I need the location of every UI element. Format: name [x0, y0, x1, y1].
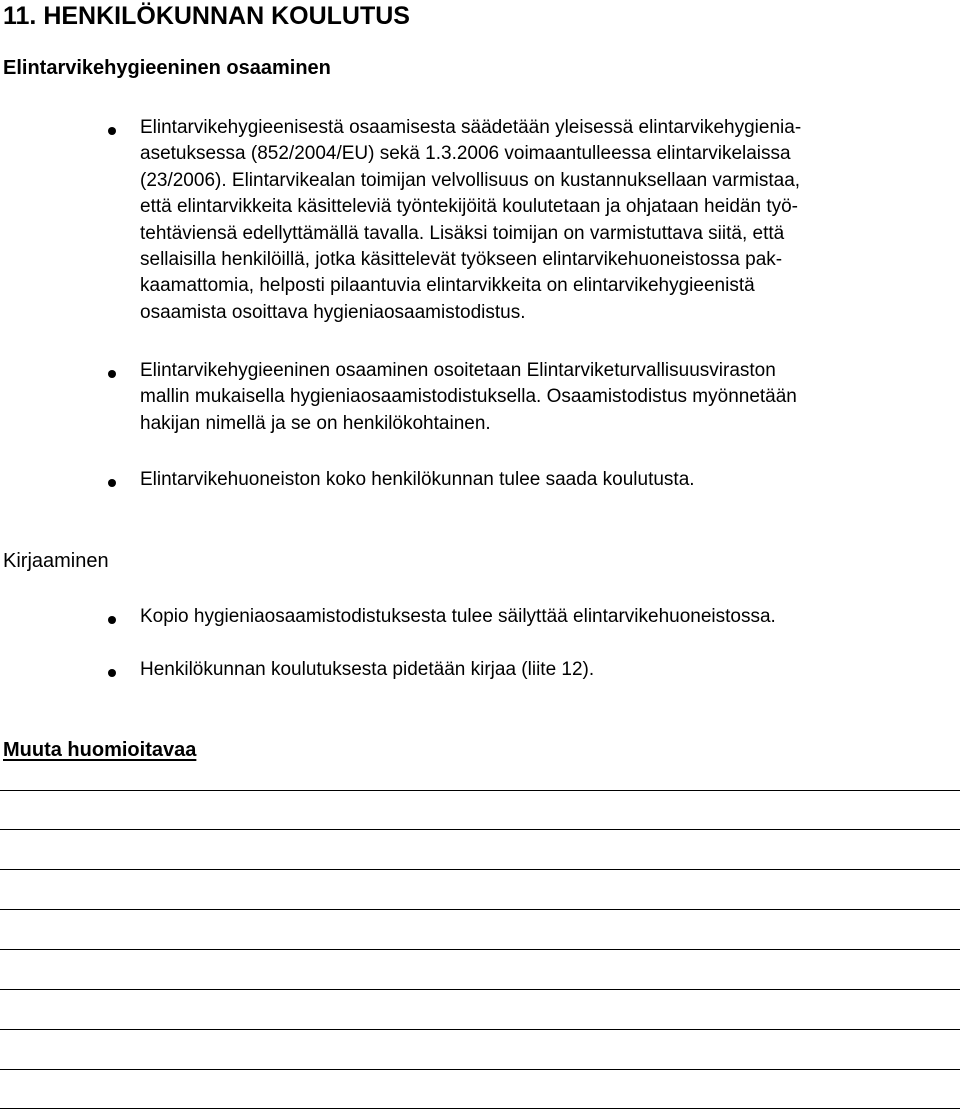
paragraph-line: Kopio hygieniaosaamistodistuksesta tulee säilyttää elintarvikehuoneistossa.: [140, 606, 776, 627]
section-title-hygiene-knowledge: Elintarvikehygieeninen osaaminen: [3, 57, 331, 79]
paragraph-line: (23/2006). Elintarvikealan toimijan velvollisuus on kustannuksellaan varmistaa,: [140, 169, 801, 191]
paragraph-line: Elintarvikehygieenisestä osaamisesta säädetään yleisessä elintarvikehygienia-: [140, 117, 802, 138]
paragraph-line: Elintarvikehygieeninen osaaminen osoitetaan Elintarviketurvallisuusviraston: [140, 360, 776, 381]
paragraph-line: kaamattomia, helposti pilaantuvia elintarvikkeita on elintarvikehygieenistä: [140, 275, 755, 297]
paragraph-line: osaamista osoittava hygieniaosaamistodistus.: [140, 301, 526, 323]
writing-line: [0, 989, 960, 990]
bullet-paragraph: [140, 115, 801, 326]
bullet-paragraph: [140, 467, 695, 493]
paragraph-line: hakijan nimellä ja se on henkilökohtainen.: [140, 412, 491, 434]
section-title-other-notes: [3, 737, 196, 763]
bullet-paragraph: [140, 604, 776, 630]
paragraph-line: sellaisilla henkilöillä, jotka käsittelevät työkseen elintarvikehuoneistossa pak-: [140, 249, 783, 271]
writing-line: [0, 1069, 960, 1070]
writing-line: [0, 790, 960, 791]
bullet-icon: [108, 370, 116, 378]
paragraph-line: Elintarvikehuoneiston koko henkilökunnan tulee saada koulutusta.: [140, 469, 695, 490]
section-title-text: Muuta huomioitavaa: [3, 739, 197, 761]
bullet-icon: [108, 669, 116, 677]
page-title: 11. HENKILÖKUNNAN KOULUTUS: [3, 2, 410, 30]
paragraph-line: että elintarvikkeita käsitteleviä työntekijöitä koulutetaan ja ohjataan heidän työ-: [140, 196, 799, 218]
writing-line: [0, 1029, 960, 1030]
writing-line: [0, 1108, 960, 1109]
writing-line: [0, 829, 960, 830]
writing-line: [0, 869, 960, 870]
bullet-paragraph: [140, 657, 594, 683]
section-title-recording: Kirjaaminen: [3, 550, 109, 572]
paragraph-line: mallin mukaisella hygieniaosaamistodistuksella. Osaamistodistus myönnetään: [140, 386, 797, 408]
paragraph-line: asetuksessa (852/2004/EU) sekä 1.3.2006 voimaantulleessa elintarvikelaissa: [140, 143, 791, 165]
writing-line: [0, 909, 960, 910]
writing-line: [0, 949, 960, 950]
bullet-icon: [108, 127, 116, 135]
bullet-icon: [108, 616, 116, 624]
bullet-paragraph: [140, 358, 797, 437]
paragraph-line: tehtäviensä edellyttämällä tavalla. Lisäksi toimijan on varmistuttava siitä, että: [140, 222, 785, 244]
bullet-icon: [108, 479, 116, 487]
paragraph-line: Henkilökunnan koulutuksesta pidetään kirjaa (liite 12).: [140, 659, 595, 680]
